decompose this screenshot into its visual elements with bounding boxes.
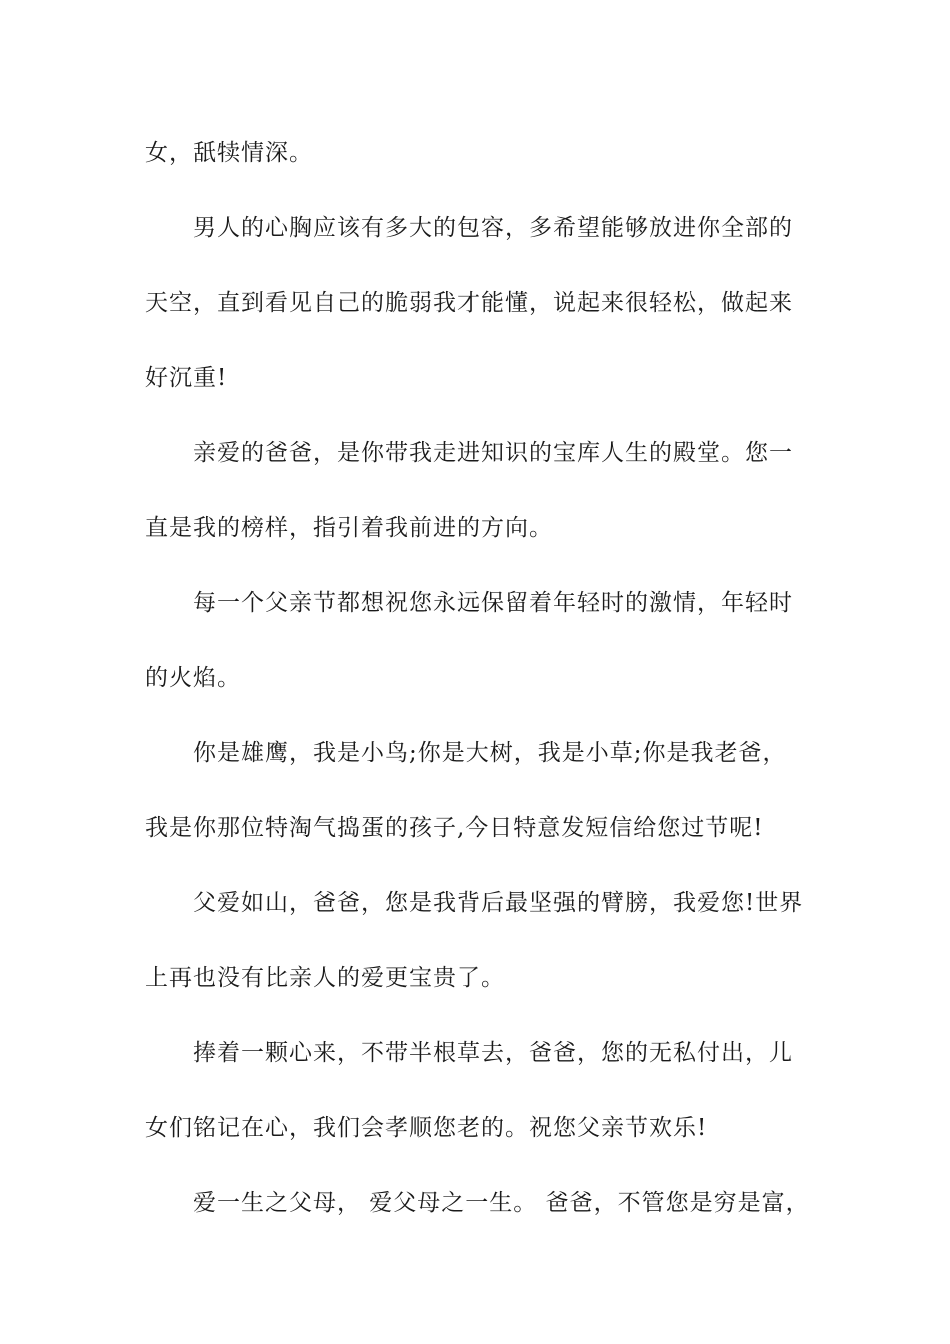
text-line: 天空，直到看见自己的脆弱我才能懂，说起来很轻松，做起来: [145, 290, 793, 316]
text-line: 爱一生之父母， 爱父母之一生。 爸爸，不管您是穷是富，: [193, 1190, 810, 1216]
text-line: 的火焰。: [145, 665, 241, 691]
text-line: 女，舐犊情深。: [145, 140, 313, 166]
text-line: 父爱如山，爸爸，您是我背后最坚强的臂膀，我爱您!世界: [193, 890, 804, 916]
text-line: 捧着一颗心来，不带半根草去，爸爸，您的无私付出，儿: [193, 1040, 793, 1066]
text-line: 你是雄鹰，我是小鸟;你是大树，我是小草;你是我老爸，: [193, 740, 787, 766]
text-line: 我是你那位特淘气捣蛋的孩子,今日特意发短信给您过节呢!: [145, 815, 764, 841]
text-line: 上再也没有比亲人的爱更宝贵了。: [145, 965, 505, 991]
text-line: 亲爱的爸爸，是你带我走进知识的宝库人生的殿堂。您一: [193, 440, 793, 466]
text-line: 男人的心胸应该有多大的包容，多希望能够放进你全部的: [193, 215, 793, 241]
text-line: 直是我的榜样，指引着我前进的方向。: [145, 515, 553, 541]
text-line: 每一个父亲节都想祝您永远保留着年轻时的激情，年轻时: [193, 590, 793, 616]
text-line: 好沉重!: [145, 365, 228, 391]
body-text: [145, 133, 825, 1258]
text-line: 女们铭记在心，我们会孝顺您老的。祝您父亲节欢乐!: [145, 1115, 708, 1141]
